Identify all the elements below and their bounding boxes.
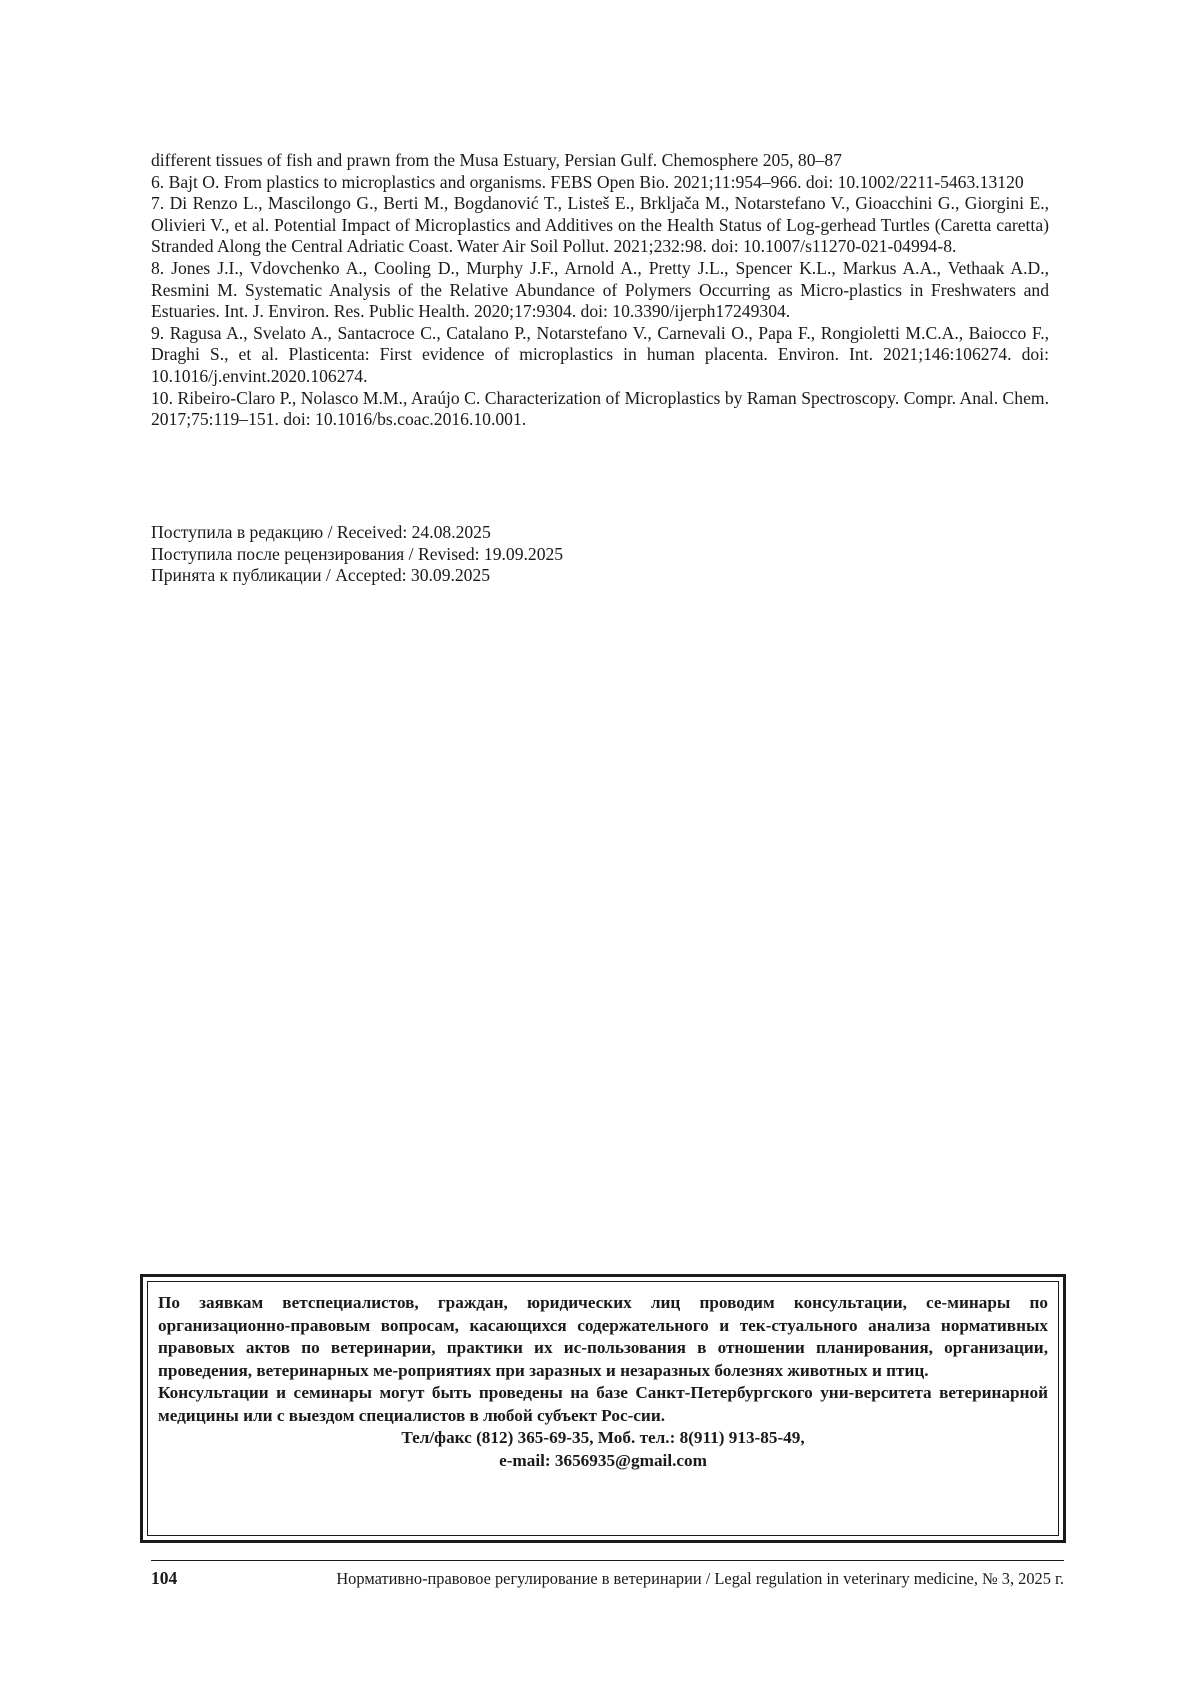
ad-phone: Тел/факс (812) 365-69-35, Моб. тел.: 8(911) 913-85-49, (401, 1428, 805, 1447)
page-number: 104 (151, 1568, 178, 1588)
reference-item: 8. Jones J.I., Vdovchenko A., Cooling D., Murphy J.F., Arnold A., Pretty J.L., Spencer K.L., Markus A.A., Vethaak A.D., Resmini M. Systematic Analysis of the Relative Abundance of Polymers Occurring as Micro-plastics in Freshwaters and Estuaries. Int. J. Environ. Res. Public Health. 2020;17:9304. doi: 10.3390/ijerph17249304. (151, 257, 1049, 322)
advertisement-inner-frame (147, 1281, 1059, 1536)
reference-item: 10. Ribeiro-Claro P., Nolasco M.M., Araújo C. Characterization of Microplastics by Raman Spectroscopy. Compr. Anal. Chem. 2017;75:119–151. doi: 10.1016/bs.coac.2016.10.001. (151, 387, 1049, 430)
reference-item: 7. Di Renzo L., Mascilongo G., Berti M., Bogdanović T., Listeš E., Brkljača M., Notarstefano V., Gioacchini G., Giorgini E., Olivieri V., et al. Potential Impact of Microplastics and Additives on the Health Status of Log-gerhead Turtles (Caretta caretta) Stranded Along the Central Adriatic Coast. Water Air Soil Pollut. 2021;232:98. doi: 10.1007/s11270-021-04994-8. (151, 193, 1049, 257)
ad-email: e-mail: 3656935@gmail.com (499, 1450, 707, 1470)
received-date: Поступила в редакцию / Received: 24.08.2025 (151, 522, 491, 542)
article-history (151, 522, 1049, 587)
ad-paragraph-services: По заявкам ветспециалистов, граждан, юридических лиц проводим консультации, се-минары по организационно-правовым вопросам, касающихся содержательного и тек-стуального анализа нормативных правовых актов по ветеринарии, практики их ис-пользования в отношении планирования, организации, проведения, ветеринарных ме-роприятиях при заразных и незаразных болезнях животных и птиц. (158, 1293, 1048, 1380)
ad-paragraph-locations: Консультации и семинары могут быть проведены на базе Санкт-Петербургского уни-верситета ветеринарной медицины или с выездом специалистов в любой субъект Рос-сии. (158, 1383, 1048, 1425)
reference-item: different tissues of fish and prawn from the Musa Estuary, Persian Gulf. Chemosphere 205, 80–87 (151, 150, 842, 170)
accepted-date: Принята к публикации / Accepted: 30.09.2025 (151, 565, 491, 586)
reference-item: 9. Ragusa A., Svelato A., Santacroce C., Catalano P., Notarstefano V., Carnevali O., Papa F., Rongioletti M.C.A., Baiocco F., Draghi S., et al. Plasticenta: First evidence of microplastics in human placenta. Environ. Int. 2021;146:106274. doi: 10.1016/j.envint.2020.106274. (151, 322, 1049, 386)
page-footer (151, 1568, 1064, 1589)
revised-date: Поступила после рецензирования / Revised: 19.09.2025 (151, 543, 564, 564)
journal-title: Нормативно-правовое регулирование в ветеринарии / Legal regulation in veterinary medicine, № 3, 2025 г. (336, 1569, 1064, 1588)
reference-item: 6. Bajt O. From plastics to microplastics and organisms. FEBS Open Bio. 2021;11:954–966. doi: 10.1002/2211-5463.13120 (151, 171, 1024, 192)
footer-divider (151, 1560, 1064, 1561)
advertisement-box (140, 1274, 1066, 1543)
reference-list (151, 150, 1049, 431)
